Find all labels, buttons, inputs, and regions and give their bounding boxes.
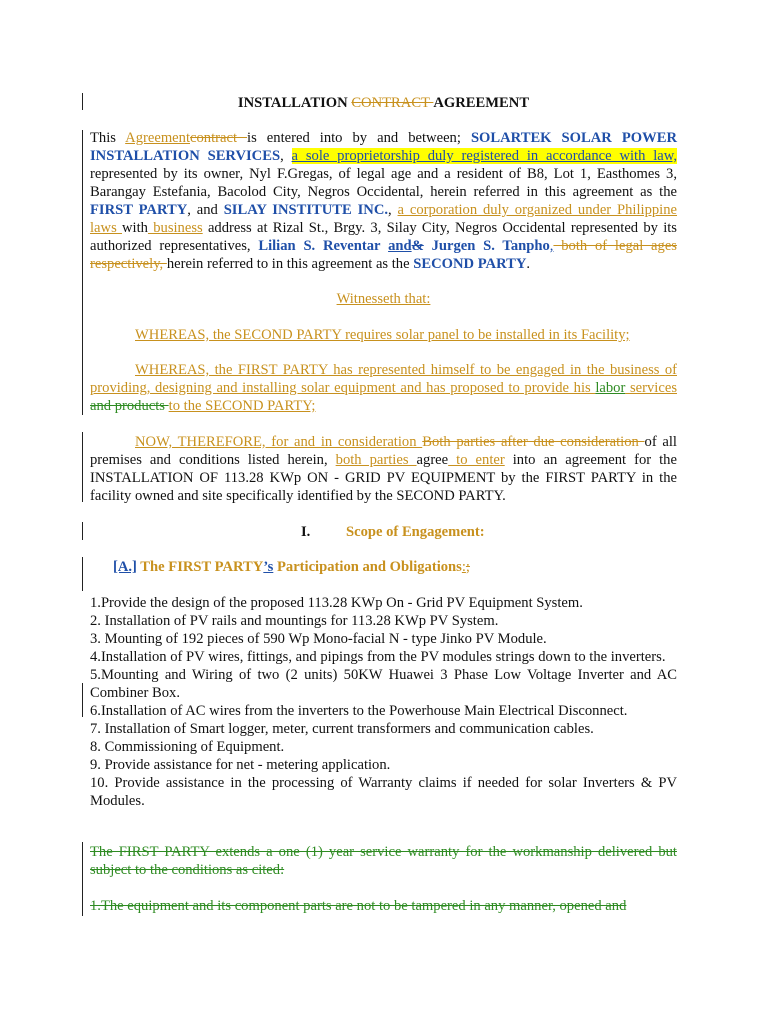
deleted-text: both of legal ages respectively,: [90, 238, 677, 272]
deleted-condition-item: 1.The equipment and its component parts are not to be tampered in any manner, opened and: [90, 898, 627, 914]
subsection-heading: [A.] The FIRST PARTY’s Participation and Obligations:;: [113, 559, 470, 575]
change-bar: [82, 842, 83, 916]
list-item: 3. Mounting of 192 pieces of 590 Wp Mono-facial N - type Jinko PV Module.: [90, 631, 547, 647]
whereas-clause-2: WHEREAS, the FIRST PARTY has represented himself to be engaged in the business of providing, designing and installing solar equipment and has proposed to provide his labor services and products to the SECOND PARTY;: [90, 362, 677, 414]
inserted-text: ,: [549, 238, 554, 254]
deleted-text: ;: [465, 559, 470, 575]
list-item: 10. Provide assistance in the processing of Warranty claims if needed for solar Inverters & PV Modules.: [90, 775, 677, 809]
list-item: 9. Provide assistance for net - metering application.: [90, 757, 391, 773]
change-bar: [82, 557, 83, 591]
inserted-text: labor: [595, 380, 626, 396]
document-title: INSTALLATION CONTRACT AGREEMENT: [237, 95, 530, 111]
change-bar: [82, 432, 83, 502]
change-bar: [82, 522, 83, 540]
inserted-text: to enter: [448, 452, 505, 468]
list-item: 2. Installation of PV rails and mountings for 113.28 KWp PV System.: [90, 613, 499, 629]
list-item: 7. Installation of Smart logger, meter, current transformers and communication cables.: [90, 721, 594, 737]
inserted-text: and: [388, 238, 412, 254]
inserted-text: :: [461, 559, 466, 575]
deleted-text: CONTRACT: [351, 95, 434, 111]
representative-name: Lilian S. Reventar: [258, 238, 389, 254]
deleted-text: &: [411, 238, 424, 254]
intro-paragraph: This Agreementcontract is entered into by and between; SOLARTEK SOLAR POWER INSTALLATION SERVICES, a sole proprietorship duly registered in accordance with law, represented by its owner, Nyl F.Gregas, of legal age and a resident of B8, Lot 1, Easthomes 3, Barangay Estefania, Bacolod City, Negros Occidental, herein referred in this agreement as the FIRST PARTY, and SILAY INSTITUTE INC., a corporation duly organized under Philippine laws with business address at Rizal St., Brgy. 3, Silay City, Negros Occidental represented by its authorized representatives, Lilian S. Reventar and& Jurgen S. Tanpho, both of legal ages respectively, herein referred to in this agreement as the SECOND PARTY.: [90, 130, 678, 272]
deleted-text: Both parties after due consideration: [422, 434, 645, 450]
inserted-text: Agreement: [125, 130, 191, 146]
change-bar: [82, 93, 83, 110]
deleted-warranty-paragraph: The FIRST PARTY extends a one (1) year service warranty for the workmanship delivered but subject to the conditions as cited:: [90, 844, 677, 878]
list-item: 1.Provide the design of the proposed 113.28 KWp On - Grid PV Equipment System.: [90, 595, 583, 611]
inserted-text: NOW, THEREFORE, for and in consideration: [135, 434, 423, 450]
list-item: 8. Commissioning of Equipment.: [90, 739, 285, 755]
consideration-clause: NOW, THEREFORE, for and in consideration Both parties after due consideration of all premises and conditions listed herein, both parties agree to enter into an agreement for the INSTALLATION OF 113.28 KWp ON - GRID PV EQUIPMENT by the FIRST PARTY in the facility owned and site specifically identified by the SECOND PARTY.: [90, 434, 677, 504]
whereas-clause-1: WHEREAS, the SECOND PARTY requires solar panel to be installed in its Facility;: [135, 327, 630, 343]
deleted-text: contract: [190, 130, 248, 146]
party-name: SOLARTEK SOLAR POWER INSTALLATION SERVICES: [90, 130, 677, 164]
list-item: 5.Mounting and Wiring of two (2 units) 50KW Huawei 3 Phase Low Voltage Inverter and AC Combiner Box.: [90, 667, 677, 701]
party-name: SILAY INSTITUTE INC.: [223, 202, 389, 218]
deleted-text: and products: [90, 398, 169, 414]
inserted-text: ’s: [263, 559, 274, 575]
witnesseth-heading: Witnesseth that:: [336, 291, 431, 307]
inserted-text: both parties: [335, 452, 417, 468]
section-number: I.: [301, 524, 311, 540]
representative-name: Jurgen S. Tanpho: [423, 238, 550, 254]
list-item: 6.Installation of AC wires from the inverters to the Powerhouse Main Electrical Disconnect.: [90, 703, 628, 719]
party-label: SECOND PARTY: [413, 256, 527, 272]
change-bar: [82, 130, 83, 415]
section-title: Scope of Engagement:: [346, 524, 485, 540]
list-item: 4.Installation of PV wires, fittings, and pipings from the PV modules strings down to the inverters.: [90, 649, 666, 665]
subsection-label: [A.]: [113, 559, 137, 575]
obligations-list: [90, 594, 677, 810]
inserted-text: a corporation duly organized under Philippine laws: [90, 202, 678, 236]
inserted-text: business: [147, 220, 203, 236]
highlighted-text: a sole proprietorship duly registered in accordance with law,: [291, 148, 677, 164]
party-label: FIRST PARTY: [90, 202, 188, 218]
change-bar: [82, 683, 83, 717]
